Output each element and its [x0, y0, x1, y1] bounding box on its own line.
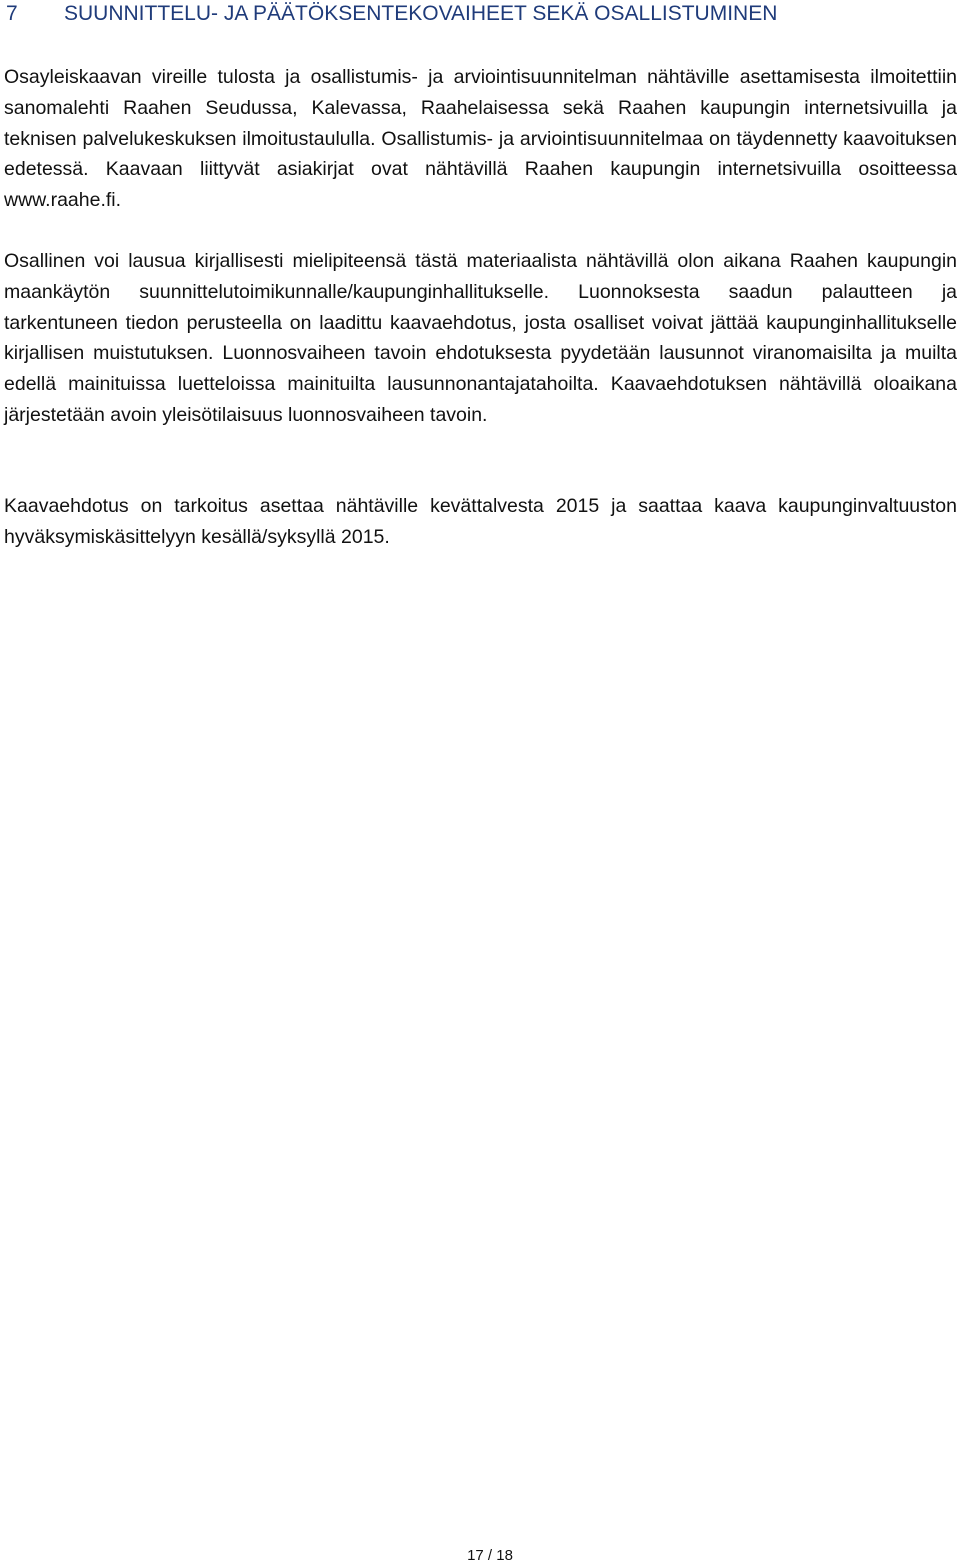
paragraph-schedule: Kaavaehdotus on tarkoitus asettaa nähtäville kevättalvesta 2015 ja saattaa kaava kaupunginvaltuuston hyväksymiskäsittelyyn kesällä/syksyllä 2015.: [4, 495, 957, 548]
paragraph-participation: Osallinen voi lausua kirjallisesti mielipiteensä tästä materiaalista nähtävillä olon aikana Raahen kaupungin maankäytön suunnittelutoimikunnalle/kaupunginhallitukselle. Luonnoksesta saadun palautteen ja tarkentuneen tiedon perusteella on laadittu kaavaehdotus, josta osalliset voivat jättää kaupunginhallitukselle kirjallisen muistutuksen. Luonnosvaiheen tavoin ehdotuksesta pyydetään lausunnot viranomaisilta ja muilta edellä mainituissa luetteloissa mainituilta lausunnonantajatahoilta. Kaavaehdotuksen nähtävillä oloaikana järjestetään avoin yleisötilaisuus luonnosvaiheen tavoin.: [4, 250, 957, 426]
page-footer: [0, 1546, 960, 1566]
paragraph-announcement: Osayleiskaavan vireille tulosta ja osallistumis- ja arviointisuunnitelman nähtäville asettamisesta ilmoitettiin sanomalehti Raahen Seudussa, Kalevassa, Raahelaisessa sekä Raahen kaupungin internetsivuilla ja teknisen palvelukeskuksen ilmoitustaululla. Osallistumis- ja arviointisuunnitelmaa on täydennetty kaavoituksen edetessä. Kaavaan liittyvät asiakirjat ovat nähtävillä Raahen kaupungin internetsivuilla osoitteessa www.raahe.fi.: [4, 66, 957, 212]
section-heading: [6, 0, 946, 28]
section-title: SUUNNITTELU- JA PÄÄTÖKSENTEKOVAIHEET SEKÄ OSALLISTUMINEN: [64, 2, 778, 25]
section-number: 7: [6, 2, 18, 25]
page-number: 17 / 18: [467, 1547, 513, 1564]
